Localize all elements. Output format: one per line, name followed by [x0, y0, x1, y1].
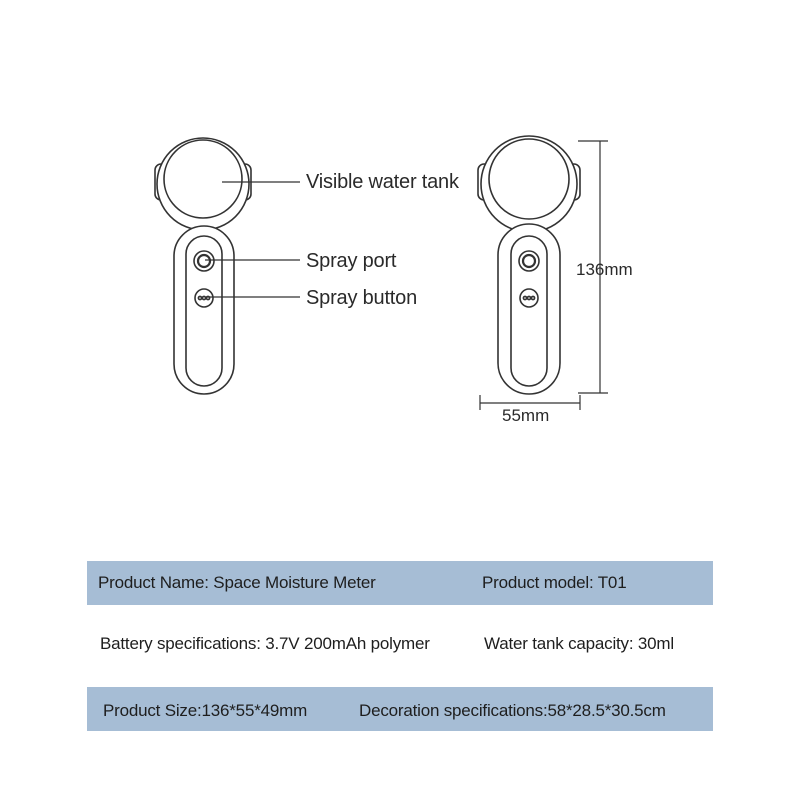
spray-button-label: Spray button	[306, 287, 418, 309]
spray-port-label: Spray port	[306, 250, 397, 272]
device-dimension-view	[478, 136, 580, 394]
device-body	[498, 224, 560, 394]
spec-product-model: Product model: T01	[482, 573, 627, 592]
water-tank	[164, 140, 242, 218]
spec-battery: Battery specifications: 3.7V 200mAh polymer	[100, 634, 430, 653]
spec-product-size: Product Size:136*55*49mm	[103, 701, 308, 720]
spec-product-name: Product Name: Space Moisture Meter	[98, 573, 376, 592]
water-tank	[489, 139, 569, 219]
spec-decoration: Decoration specifications:58*28.5*30.5cm	[359, 701, 666, 720]
water-tank-label: Visible water tank	[306, 171, 459, 193]
width-dimension-label: 55mm	[502, 406, 550, 425]
height-dimension-label: 136mm	[576, 260, 633, 279]
device-front-view	[155, 138, 251, 394]
spec-tank-capacity: Water tank capacity: 30ml	[484, 634, 674, 653]
